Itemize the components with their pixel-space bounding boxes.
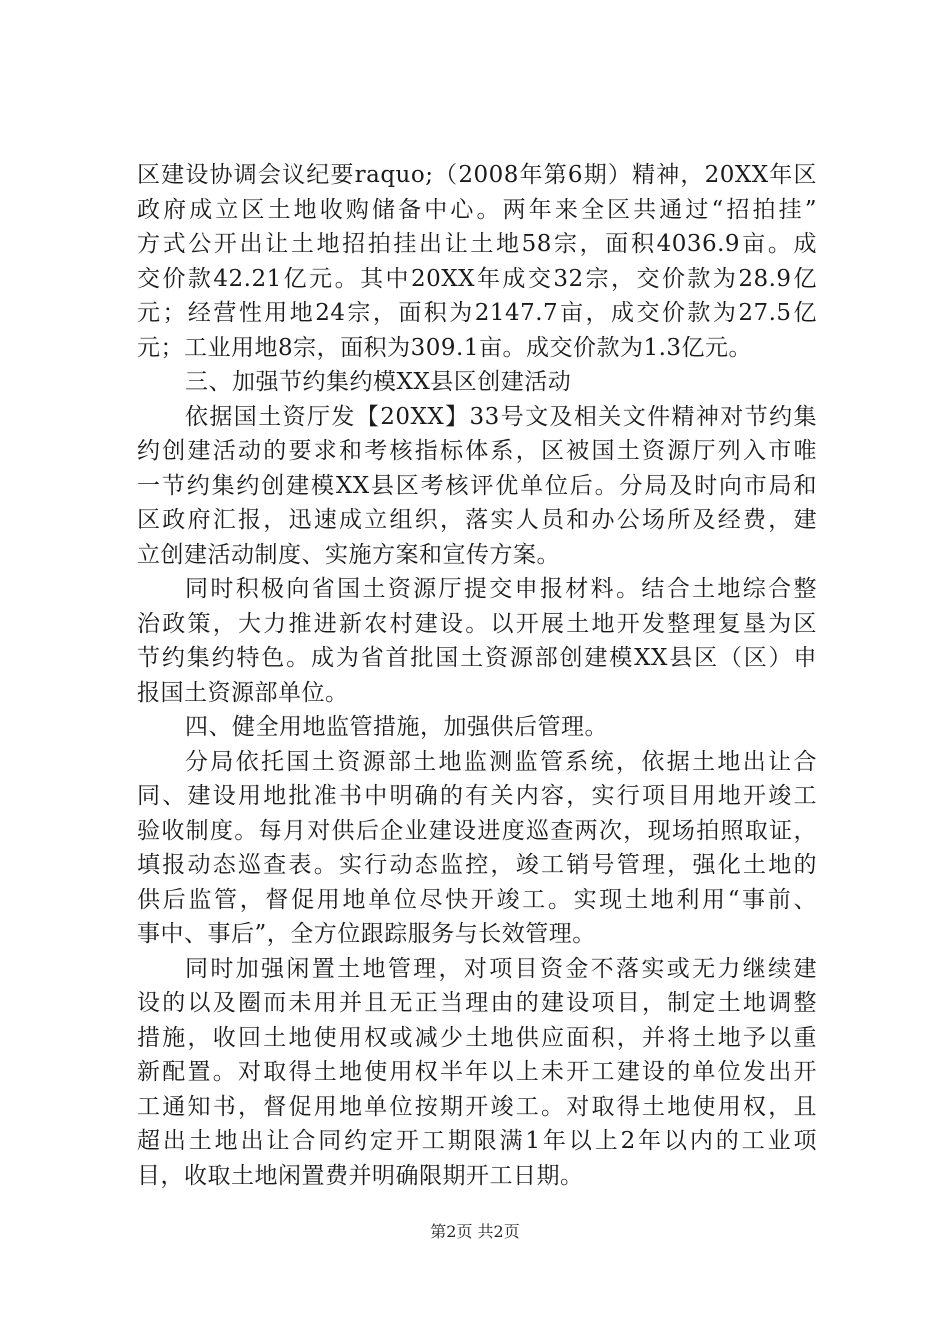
text-line: 设的以及圈而未用并且无正当理由的建设项目，制定土地调整 (137, 990, 817, 1016)
text-line: 立创建活动制度、实施方案和宣传方案。 (137, 541, 560, 568)
text-line: 依据国土资厅发【20XX】33号文及相关文件精神对节约集 (185, 403, 817, 430)
text-line: 分局依托国土资源部土地监测监管系统，依据土地出让合 (185, 748, 817, 775)
text-line: 区政府汇报，迅速成立组织，落实人员和办公场所及经费，建 (137, 507, 817, 533)
text-line: 元；工业用地8宗，面积为309.1亩。成交价款为1.3亿元。 (137, 334, 753, 361)
text-line: 一节约集约创建模XX县区考核评优单位后。分局及时向市局和 (137, 472, 817, 499)
text-line: 元；经营性用地24宗，面积为2147.7亩，成交价款为27.5亿 (137, 300, 817, 326)
text-line: 治政策，大力推进新农村建设。以开展土地开发整理复垦为区 (137, 610, 817, 637)
text-line: 约创建活动的要求和考核指标体系，区被国土资源厅列入市唯 (137, 438, 817, 464)
text-line: 供后监管，督促用地单位尽快开竣工。实现土地利用“事前、 (137, 886, 817, 913)
text-line: 事中、事后”，全方位跟踪服务与长效管理。 (137, 921, 596, 947)
page-footer: 第2页 共2页 (430, 1222, 520, 1241)
text-line: 交价款42.21亿元。其中20XX年成交32宗，交价款为28.9亿 (137, 265, 817, 292)
text-line: 区建设协调会议纪要raquo;（2008年第6期）精神，20XX年区 (137, 162, 817, 188)
text-line: 验收制度。每月对供后企业建设进度巡查两次，现场拍照取证， (137, 817, 817, 844)
text-line: 政府成立区土地收购储备中心。两年来全区共通过“招拍挂” (137, 196, 817, 223)
text-line: 方式公开出让土地招拍挂出让土地58宗，面积4036.9亩。成 (137, 231, 817, 257)
text-line: 新配置。对取得土地使用权半年以上未开工建设的单位发出开 (137, 1059, 817, 1085)
text-line: 措施，收回土地使用权或减少土地供应面积，并将土地予以重 (137, 1024, 817, 1051)
text-line: 同时积极向省国土资源厅提交申报材料。结合土地综合整 (185, 576, 817, 602)
document-body (137, 158, 817, 1193)
text-line: 节约集约特色。成为省首批国土资源部创建模XX县区（区）申 (137, 645, 817, 671)
text-line: 同、建设用地批准书中明确的有关内容，实行项目用地开竣工 (137, 783, 817, 809)
text-line: 四、健全用地监管措施，加强供后管理。 (185, 714, 608, 740)
text-line: 报国土资源部单位。 (137, 679, 349, 706)
text-line: 三、加强节约集约模XX县区创建活动 (185, 369, 572, 395)
text-line: 同时加强闲置土地管理，对项目资金不落实或无力继续建 (185, 955, 817, 982)
text-line: 目，收取土地闲置费并明确限期开工日期。 (137, 1162, 584, 1189)
text-line: 超出土地出让合同约定开工期限满1年以上2年以内的工业项 (137, 1128, 817, 1154)
text-line: 工通知书，督促用地单位按期开竣工。对取得土地使用权，且 (137, 1093, 817, 1120)
text-line: 填报动态巡查表。实行动态监控，竣工销号管理，强化土地的 (137, 852, 817, 878)
